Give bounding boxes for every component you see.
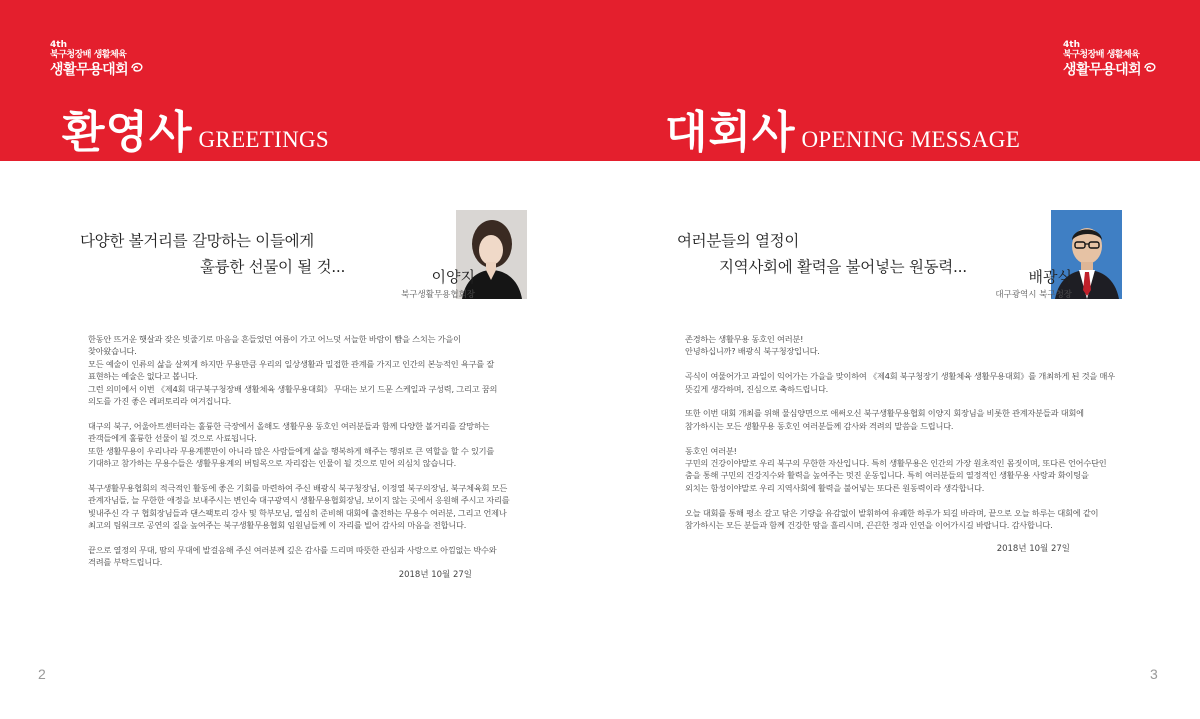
author-name: 배광식 <box>1028 268 1072 286</box>
paragraph <box>685 445 1115 495</box>
text-line: 빛내주신 각 구 협회장님들과 댄스팩토리 강사 및 학부모님, 열심히 준비해 대회에 출전하는 무용수 여러분, 그리고 언제나 <box>88 507 507 518</box>
page-opening-message <box>600 0 1200 719</box>
event-logo <box>50 40 144 78</box>
title-korean: 환영사 <box>62 107 193 158</box>
paragraph <box>685 370 1115 395</box>
logo-main <box>1063 61 1157 78</box>
swirl-icon <box>1143 61 1157 78</box>
author-role: 북구생활무용협회장 <box>401 290 475 300</box>
text-line: 참가하시는 모든 생활무용 동호인 여러분들께 감사와 격려의 말씀을 드립니다. <box>685 420 954 431</box>
logo-main-text: 생활무용대회 <box>1063 61 1142 78</box>
text-line: 존경하는 생활무용 동호인 여러분! <box>685 334 804 344</box>
paragraph <box>88 333 510 407</box>
text-line: 의도를 가진 좋은 레퍼토리라 여겨집니다. <box>88 396 232 407</box>
logo-edition: 4th <box>50 40 67 50</box>
text-line: 또한 이번 대회 개최를 위해 물심양면으로 애써오신 북구생활무용협회 이양지 회장님을 비롯한 관계자분들과 대회에 <box>685 408 1084 419</box>
body-text <box>88 333 510 581</box>
title-english: GREETINGS <box>198 127 329 152</box>
paragraph <box>88 482 510 532</box>
text-line: 참가하시는 모든 분들과 함께 건강한 땀을 흘리시며, 끈끈한 정과 인연을 이어가시길 바랍니다. 감사합니다. <box>685 520 1053 531</box>
text-line: 격려를 부탁드립니다. <box>88 557 163 568</box>
text-line: 또한 생활무용이 우리나라 무용계뿐만이 아니라 많은 사람들에게 삶을 행복하게 해주는 행위로 큰 역할을 할 수 있기를 <box>88 445 495 456</box>
page-number: 2 <box>38 666 46 682</box>
text-line: 표현하는 예술은 없다고 봅니다. <box>88 371 198 382</box>
text-line: 모든 예술이 인류의 삶을 살찌게 하지만 무용만큼 우리의 일상생활과 밀접한 관계를 가지고 인간의 본능적인 욕구를 잘 <box>88 358 495 369</box>
text-line: 안녕하십니까? 배광식 북구청장입니다. <box>685 346 820 357</box>
text-line: 구민의 건강이야말로 우리 북구의 무한한 자산입니다. 특히 생활무용은 인간의 가장 원초적인 몸짓이며, 또다른 언어수단인 <box>685 458 1107 469</box>
paragraph <box>685 507 1115 532</box>
text-line: 북구생활무용협회의 적극적인 활동에 좋은 기회를 마련하여 주신 배광식 북구청장님, 이정열 북구의장님, 북구체육회 모든 <box>88 482 508 493</box>
text-line: 찾아왔습니다. <box>88 346 137 357</box>
logo-edition: 4th <box>1063 40 1080 50</box>
logo-main <box>50 61 144 78</box>
text-line: 뜻깊게 생각하며, 진심으로 축하드립니다. <box>685 383 829 394</box>
headline-line-2: 지역사회에 활력을 불어넣는 원동력... <box>719 258 967 276</box>
headline-line-2: 훌륭한 선물이 될 것... <box>200 258 346 276</box>
text-line: 관계자님들, 늘 무한한 애정을 보내주시는 변인숙 대구광역시 생활무용협회장님, 보이지 않는 곳에서 응원해 주시고 자리를 <box>88 495 510 506</box>
text-line: 곡식이 여물어가고 과일이 익어가는 가을을 맞이하여 《제4회 북구청장기 생활체육 생활무용대회》를 개최하게 된 것을 매우 <box>685 371 1115 382</box>
logo-main-text: 생활무용대회 <box>50 61 129 78</box>
headline <box>677 228 967 280</box>
text-line: 외치는 함성이야말로 우리 지역사회에 활력을 불어넣는 또다른 원동력이라 생각합니다. <box>685 482 985 493</box>
text-line: 춤을 통해 구민의 건강지수와 활력을 높여주는 멋진 운동입니다. 특히 여러분들의 열정적인 생활무용 사랑과 화이팅을 <box>685 470 1089 481</box>
page-number: 3 <box>1150 666 1158 682</box>
page-title <box>665 96 1020 160</box>
text-line: 오늘 대회를 통해 평소 갈고 닦은 기량을 유감없이 발휘하여 유쾌한 하루가 되길 바라며, 끝으로 오늘 하루는 대회에 같이 <box>685 507 1099 518</box>
paragraph <box>88 544 510 569</box>
text-line: 관객들에게 훌륭한 선물이 될 것으로 사료됩니다. <box>88 433 257 444</box>
text-line: 최고의 팀워크로 공연의 질을 높여주는 북구생활무용협회 임원님들께 이 자리를 빌어 감사의 마음을 전합니다. <box>88 520 467 531</box>
text-line: 한동안 뜨거운 햇살과 잦은 빗줄기로 마음을 흔들었던 여름이 가고 어느덧 서늘한 바람이 뺨을 스치는 가을이 <box>88 334 461 344</box>
title-korean: 대회사 <box>665 107 796 158</box>
paragraph <box>685 407 1115 432</box>
date: 2018년 10월 27일 <box>996 544 1070 554</box>
text-line: 끝으로 열정의 무대, 땀의 무대에 발걸음해 주신 여러분께 깊은 감사를 드리며 따뜻한 관심과 사랑으로 아낌없는 박수와 <box>88 544 497 555</box>
paragraph <box>685 333 1115 358</box>
headline-line-1: 다양한 볼거리를 갈망하는 이들에게 <box>80 232 314 250</box>
text-line: 기대하고 참가하는 무용수들은 생활무용계의 버팀목으로 자리잡는 인물이 될 것으로 믿어 의심치 않습니다. <box>88 458 457 469</box>
text-line: 동호인 여러분! <box>685 445 737 456</box>
author-block <box>995 268 1072 301</box>
paragraph <box>88 420 510 470</box>
logo-subtitle: 북구청장배 생활체육 <box>50 50 127 60</box>
logo-subtitle: 북구청장배 생활체육 <box>1063 50 1140 60</box>
event-logo <box>1063 40 1157 78</box>
body-text <box>685 333 1115 544</box>
headline <box>80 228 345 280</box>
text-line: 대구의 북구, 어울아트센터라는 훌륭한 극장에서 올해도 생활무용 동호인 여러분들과 함께 다양한 볼거리를 갈망하는 <box>88 420 490 431</box>
title-english: OPENING MESSAGE <box>801 127 1021 152</box>
author-name: 이양지 <box>431 268 475 286</box>
headline-line-1: 여러분들의 열정이 <box>677 232 800 250</box>
text-line: 그런 의미에서 이번 《제4회 대구북구청장배 생활체육 생활무용대회》 무대는 보기 드문 스케일과 구성력, 그리고 꿈의 <box>88 383 498 394</box>
swirl-icon <box>130 61 144 78</box>
author-block <box>401 268 475 301</box>
page-title <box>62 96 329 160</box>
author-role: 대구광역시 북구청장 <box>995 290 1072 300</box>
date: 2018년 10월 27일 <box>398 570 472 580</box>
